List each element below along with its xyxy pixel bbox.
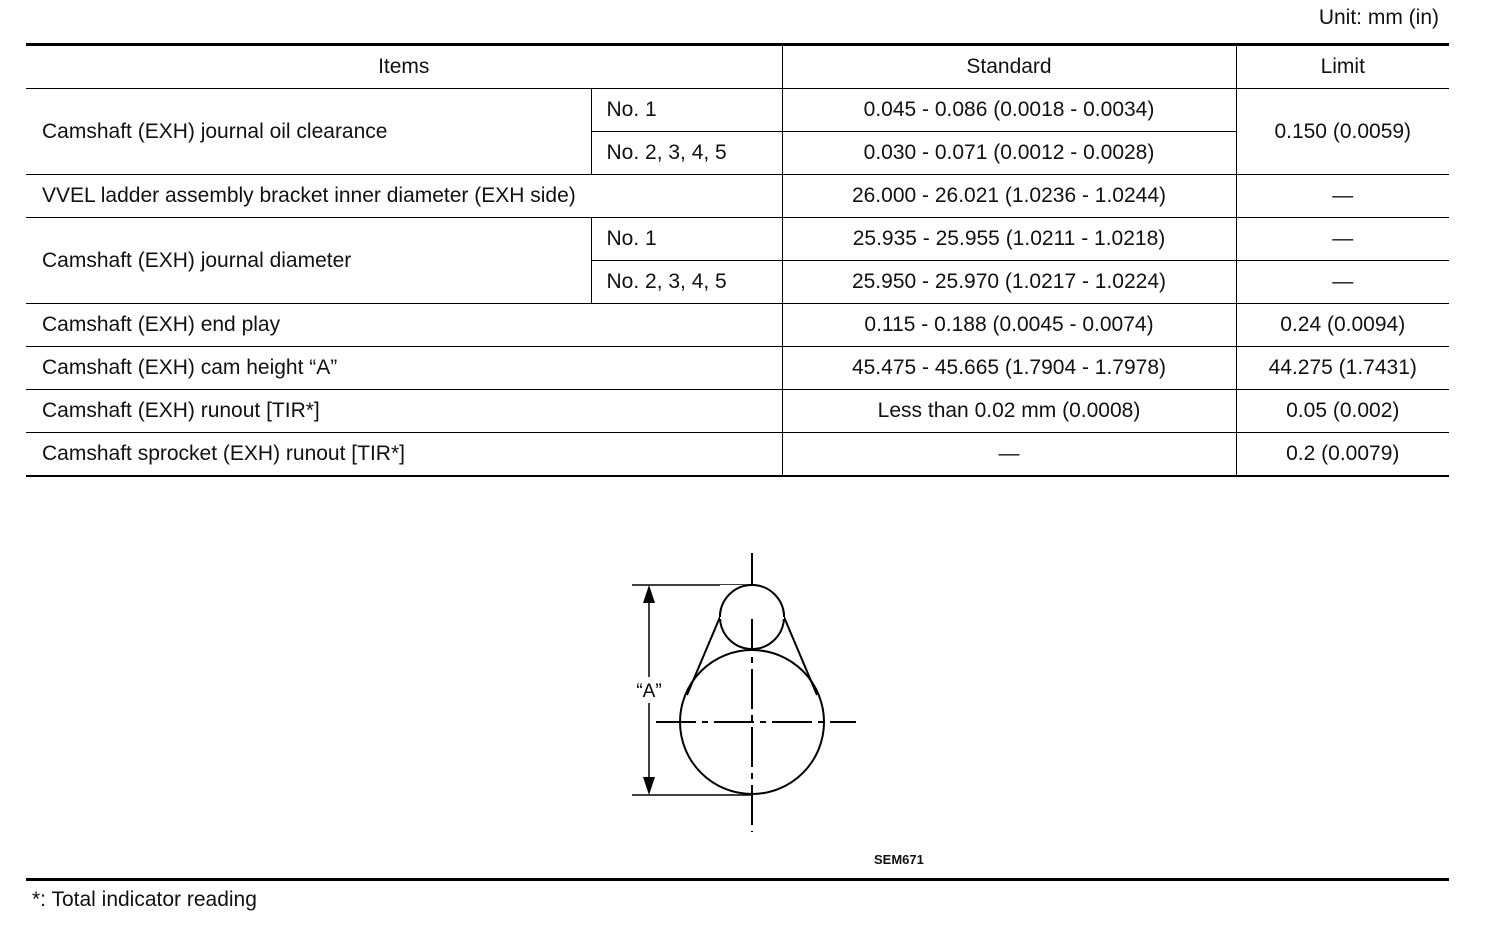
arrow-down-icon: [643, 777, 655, 795]
row-limit: 0.05 (0.002): [1236, 390, 1449, 433]
row-standard: Less than 0.02 mm (0.0008): [782, 390, 1236, 433]
bottom-rule: [26, 878, 1449, 881]
row-limit: 0.2 (0.0079): [1236, 433, 1449, 477]
row-limit: —: [1236, 218, 1449, 261]
table-header-row: [26, 45, 1449, 89]
table-row: [26, 347, 1449, 390]
cam-flank-left: [687, 617, 720, 695]
row-limit: 44.275 (1.7431): [1236, 347, 1449, 390]
row-standard: 0.045 - 0.086 (0.0018 - 0.0034): [782, 89, 1236, 132]
header-standard: Standard: [782, 45, 1236, 89]
row-sub: No. 2, 3, 4, 5: [591, 261, 782, 304]
header-items: Items: [26, 45, 782, 89]
footnote: *: Total indicator reading: [32, 888, 257, 911]
table-row: [26, 390, 1449, 433]
row-item: Camshaft (EXH) runout [TIR*]: [26, 390, 782, 433]
row-item: Camshaft sprocket (EXH) runout [TIR*]: [26, 433, 782, 477]
row-item: Camshaft (EXH) journal oil clearance: [26, 89, 591, 175]
row-item: Camshaft (EXH) journal diameter: [26, 218, 591, 304]
table-row: [26, 433, 1449, 477]
row-sub: No. 2, 3, 4, 5: [591, 132, 782, 175]
row-standard: 26.000 - 26.021 (1.0236 - 1.0244): [782, 175, 1236, 218]
cam-flank-right: [784, 617, 817, 695]
table-row: [26, 218, 1449, 261]
row-item: Camshaft (EXH) end play: [26, 304, 782, 347]
table-row: [26, 89, 1449, 132]
row-limit: —: [1236, 175, 1449, 218]
row-item: VVEL ladder assembly bracket inner diameter (EXH side): [26, 175, 782, 218]
figure-code: SEM671: [874, 852, 924, 867]
cam-height-diagram: [620, 545, 880, 845]
row-standard: —: [782, 433, 1236, 477]
row-sub: No. 1: [591, 218, 782, 261]
unit-label: Unit: mm (in): [1318, 6, 1439, 29]
row-limit: 0.150 (0.0059): [1236, 89, 1449, 175]
table-row: [26, 175, 1449, 218]
row-standard: 45.475 - 45.665 (1.7904 - 1.7978): [782, 347, 1236, 390]
row-standard: 0.115 - 0.188 (0.0045 - 0.0074): [782, 304, 1236, 347]
row-standard: 25.935 - 25.955 (1.0211 - 1.0218): [782, 218, 1236, 261]
header-limit: Limit: [1236, 45, 1449, 89]
row-limit: —: [1236, 261, 1449, 304]
table-row: [26, 304, 1449, 347]
row-standard: 25.950 - 25.970 (1.0217 - 1.0224): [782, 261, 1236, 304]
row-limit: 0.24 (0.0094): [1236, 304, 1449, 347]
arrow-up-icon: [643, 585, 655, 603]
row-standard: 0.030 - 0.071 (0.0012 - 0.0028): [782, 132, 1236, 175]
camshaft-spec-table: [26, 43, 1449, 477]
row-sub: No. 1: [591, 89, 782, 132]
dimension-label: “A”: [636, 681, 662, 702]
row-item: Camshaft (EXH) cam height “A”: [26, 347, 782, 390]
